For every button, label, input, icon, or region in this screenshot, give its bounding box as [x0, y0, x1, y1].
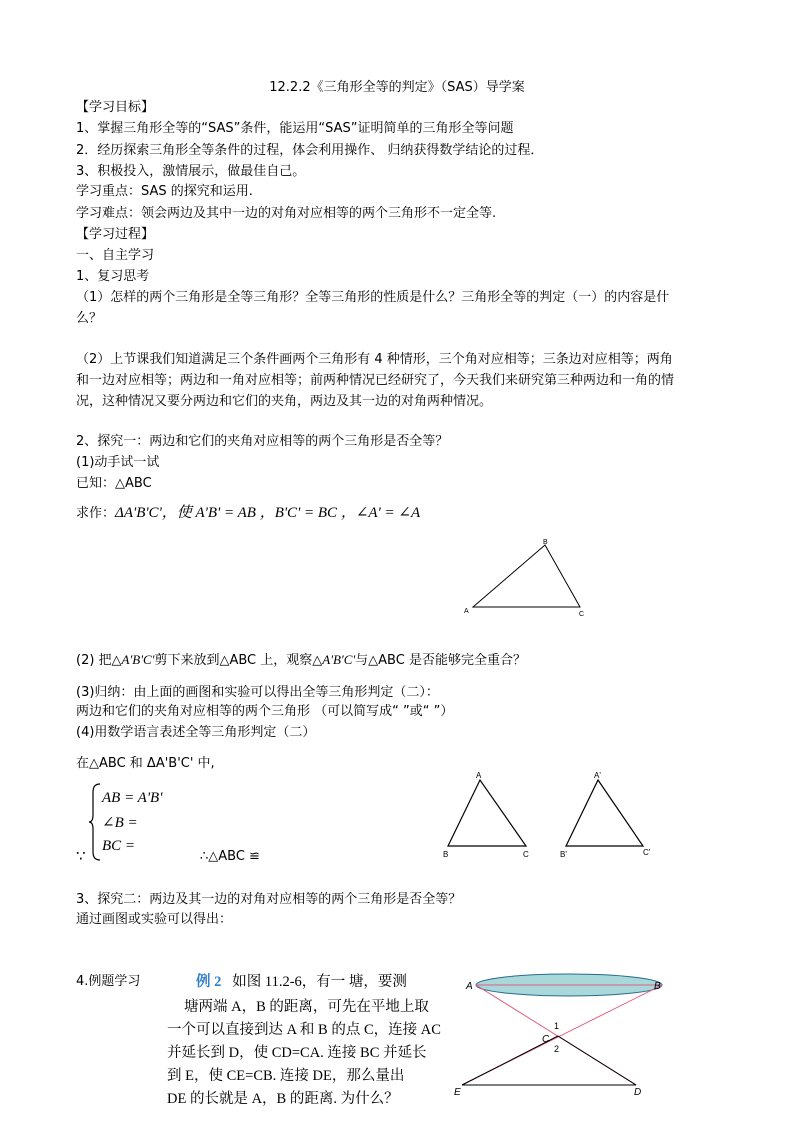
triangle-right — [566, 780, 643, 846]
point-c-label: C — [542, 1034, 550, 1045]
question-2-line-1: （2）上节课我们知道满足三个条件画两个三角形有 4 种情形，三个角对应相等；三条边对应相等；两角 — [76, 352, 673, 367]
step-2-text-a: (2) 把△ — [76, 653, 122, 668]
right-vertex-c: C' — [643, 848, 651, 857]
objective-item-3: 3、积极投入，激情展示，做最佳自己。 — [76, 164, 306, 179]
example-tag: 例 2 — [196, 974, 222, 990]
part-one-title: 一、自主学习 — [76, 248, 155, 263]
point-d-label: D — [634, 1087, 642, 1098]
objective-item-1: 1、掌握三角形全等的“SAS”条件，能运用“SAS”证明简单的三角形全等问题 — [76, 121, 514, 136]
step-3-rule: 两边和它们的夹角对应相等的两个三角形 （可以简写成“ ”或“ ”） — [76, 704, 454, 719]
triangle-abc — [473, 545, 580, 607]
pond-figure — [440, 970, 680, 1102]
process-heading: 【学习过程】 — [76, 227, 155, 242]
objectives-heading: 【学习目标】 — [76, 100, 155, 115]
given-text: 已知：△ABC — [76, 476, 152, 491]
left-vertex-b: B — [443, 850, 449, 859]
angle-1-label: 1 — [554, 1021, 560, 1031]
construct-math: ΔA'B'C'，使 A'B' = AB ，B'C' = BC ，∠A' = ∠A — [115, 505, 421, 521]
construct-prefix: 求作： — [76, 506, 116, 521]
triangle-abc-figure — [460, 536, 590, 620]
example-line-2: 塘两端 A，B 的距离，可先在平地上取 — [184, 999, 429, 1015]
point-a-label: A — [466, 981, 473, 992]
question-1-line-1: （1）怎样的两个三角形是全等三角形？全等三角形的性质是什么？三角形全等的判定（一）的内容是什 — [76, 290, 670, 305]
right-vertex-b: B' — [560, 850, 567, 859]
question-1-line-2: 么？ — [76, 311, 103, 326]
vertex-a-label: A — [464, 608, 469, 615]
vertex-c-label: C — [579, 611, 585, 618]
left-vertex-a: A — [476, 771, 482, 780]
left-vertex-c: C — [523, 850, 529, 859]
triangle-left — [448, 780, 526, 846]
step-2-triangle-2: A'B'C' — [322, 652, 356, 667]
example-line-4: 并延长到 D，使 CD=CA. 连接 BC 并延长 — [167, 1045, 427, 1061]
point-e-label: E — [454, 1087, 461, 1098]
example-line-6: DE 的长就是 A，B 的距离. 为什么？ — [167, 1091, 399, 1107]
question-2-line-2: 和一边对应相等；两边和一角对应相等；前两种情况已经研究了，今天我们来研究第三种两边和一角的情 — [76, 373, 675, 388]
step-2-text-c: 与△ABC 是否能够完全重合？ — [355, 653, 526, 668]
example-line-3: 一个可以直接到达 A 和 B 的点 C，连接 AC — [167, 1022, 441, 1038]
example-line-1-text: 如图 11.2-6，有一 塘，要测 — [232, 974, 407, 990]
example-line-5: 到 E，使 CE=CB. 连接 DE，那么量出 — [167, 1068, 405, 1084]
right-vertex-a: A' — [594, 771, 601, 780]
left-brace — [88, 782, 102, 862]
vertex-b-label: B — [543, 539, 548, 546]
key-point: 学习重点：SAS 的探究和运用. — [76, 184, 253, 199]
because-symbol: ∵ — [76, 847, 86, 865]
point-b-label: B — [654, 981, 661, 992]
condition-3: BC = — [102, 838, 136, 854]
construct-line — [76, 505, 420, 522]
therefore-text: ∴△ABC ≌ — [200, 849, 260, 864]
explore-2-title: 3、探究二：两边及其一边的对角对应相等的两个三角形是否全等？ — [76, 892, 462, 907]
difficulty: 学习难点：领会两边及其中一边的对角对应相等的两个三角形不一定全等. — [76, 206, 497, 221]
condition-2: ∠B = — [102, 815, 138, 831]
step-2-text-b: 剪下来放到△ABC 上，观察△ — [154, 653, 323, 668]
congruent-triangles-figure — [438, 768, 668, 860]
example-section-title: 4.例题学习 — [76, 974, 141, 989]
explore-1-title: 2、探究一：两边和它们的夹角对应相等的两个三角形是否全等？ — [76, 434, 449, 449]
step-4-text: (4)用数学语言表述全等三角形判定（二） — [76, 725, 316, 740]
explore-1-step-1: (1)动手试一试 — [76, 455, 160, 470]
example-line-1 — [196, 972, 407, 992]
condition-1: AB = A'B' — [102, 790, 163, 806]
segment-cd — [558, 1036, 636, 1085]
objective-item-2: 2．经历探索三角形全等条件的过程，体会利用操作、 归纳获得数学结论的过程． — [76, 143, 544, 158]
explore-2-conclusion: 通过画图或实验可以得出： — [76, 912, 233, 927]
page-title: 12.2.2《三角形全等的判定》（SAS）导学案 — [269, 80, 525, 95]
angle-2-label: 2 — [554, 1044, 560, 1054]
step-2-line — [76, 652, 526, 669]
step-2-triangle-1: A'B'C' — [121, 652, 155, 667]
question-2-line-3: 况，这种情况又要分两边和它们的夹角，两边及其一边的对角两种情况。 — [76, 394, 493, 409]
review-title: 1、复习思考 — [76, 269, 150, 284]
in-triangles-text: 在△ABC 和 ΔA'B'C' 中, — [76, 756, 215, 771]
step-3-text: (3)归纳：由上面的画图和实验可以得出全等三角形判定（二）： — [76, 685, 439, 700]
